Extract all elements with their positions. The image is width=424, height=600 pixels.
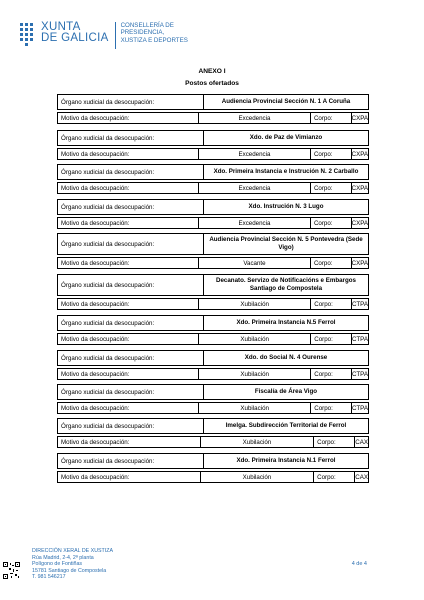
corpo-label: Corpo: (311, 183, 352, 193)
corpo-value: CAX (355, 438, 368, 446)
organ-row (57, 199, 369, 215)
annex-title: ANEXO I (198, 68, 226, 75)
motivo-value: Xubilación (199, 403, 311, 413)
motivo-label: Motivo da desocupación: (58, 472, 201, 482)
organ-value: Xdo. Primeira Instancia N.1 Ferrol (236, 457, 336, 464)
motivo-row (57, 368, 369, 380)
motivo-value: Vacante (199, 258, 311, 268)
motivo-value: Excedencia (199, 113, 311, 123)
organ-label: Órgano xudicial da desocupación: (58, 454, 204, 468)
header-divider (115, 22, 116, 49)
post-block (57, 199, 369, 229)
corpo-label: Corpo: (314, 437, 355, 447)
footer-line-5: T. 981 546217 (32, 574, 66, 581)
organ-label: Órgano xudicial da desocupación: (58, 131, 204, 145)
post-block (57, 164, 369, 194)
brand-line-2: DE GALICIA (41, 32, 109, 44)
corpo-label: Corpo: (311, 258, 352, 268)
organ-label: Órgano xudicial da desocupación: (58, 95, 204, 109)
footer-line-1: DIRECCIÓN XERAL DE XUSTIZA (32, 548, 114, 554)
organ-label: Órgano xudicial da desocupación: (58, 385, 204, 399)
motivo-label: Motivo da desocupación: (58, 437, 201, 447)
post-block (57, 274, 369, 310)
motivo-value: Xubilación (201, 472, 314, 482)
organ-row (57, 164, 369, 180)
post-block (57, 94, 369, 124)
motivo-value: Excedencia (199, 183, 311, 193)
post-block (57, 130, 369, 160)
organ-row (57, 233, 369, 255)
organ-value: Audiencia Provincial Sección N. 5 Pontevedra (Sede Vigo) (209, 236, 363, 251)
motivo-label: Motivo da desocupación: (58, 299, 199, 309)
dept-line-3: XUSTIZA E DEPORTES (120, 36, 188, 44)
organ-row (57, 350, 369, 366)
post-block (57, 315, 369, 345)
corpo-label: Corpo: (311, 369, 352, 379)
motivo-label: Motivo da desocupación: (58, 113, 199, 123)
organ-value: Fiscalía de Área Vigo (254, 388, 318, 395)
corpo-label: Corpo: (311, 334, 352, 344)
corpo-label: Corpo: (311, 218, 352, 228)
post-block (57, 384, 369, 414)
motivo-value: Xubilación (201, 437, 314, 447)
motivo-row (57, 471, 369, 483)
organ-value: Xdo. de Paz de Vimianzo (249, 134, 323, 141)
post-block (57, 418, 369, 448)
motivo-row (57, 217, 369, 229)
department-name (121, 22, 188, 44)
organ-row (57, 418, 369, 434)
motivo-label: Motivo da desocupación: (58, 403, 199, 413)
organ-value: Imelga. Subdirección Territorial de Ferrol (225, 422, 347, 429)
motivo-value: Excedencia (199, 218, 311, 228)
organ-row (57, 384, 369, 400)
corpo-value: CXPA (351, 114, 368, 122)
motivo-label: Motivo da desocupación: (58, 183, 199, 193)
corpo-value: CTPA (351, 300, 368, 308)
organ-row (57, 94, 369, 110)
motivo-label: Motivo da desocupación: (58, 218, 199, 228)
xunta-logo-icon (19, 22, 35, 48)
dept-line-2: PRESIDENCIA, (120, 29, 165, 37)
corpo-label: Corpo: (314, 472, 355, 482)
motivo-row (57, 257, 369, 269)
corpo-label: Corpo: (311, 149, 352, 159)
motivo-label: Motivo da desocupación: (58, 258, 199, 268)
corpo-value: CTPA (351, 404, 368, 412)
motivo-row (57, 333, 369, 345)
motivo-label: Motivo da desocupación: (58, 149, 199, 159)
motivo-value: Excedencia (199, 149, 311, 159)
corpo-value: CXPA (351, 184, 368, 192)
corpo-label: Corpo: (311, 403, 352, 413)
corpo-value: CTPA (351, 370, 368, 378)
post-block (57, 453, 369, 483)
corpo-value: CXPA (351, 150, 368, 158)
motivo-row (57, 182, 369, 194)
motivo-row (57, 402, 369, 414)
organ-label: Órgano xudicial da desocupación: (58, 200, 204, 214)
motivo-label: Motivo da desocupación: (58, 369, 199, 379)
organ-value: Xdo. Primeira Instancia e Instrución N. 2 Carballo (213, 168, 359, 175)
page-header (19, 22, 188, 52)
annex-subtitle: Postos ofertados (185, 80, 239, 87)
motivo-value: Xubilación (199, 299, 311, 309)
motivo-value: Xubilación (199, 369, 311, 379)
motivo-row (57, 112, 369, 124)
brand-line-1: XUNTA (41, 21, 81, 33)
page-number: 4 de 4 (351, 561, 367, 567)
brand-name (41, 22, 109, 44)
motivo-row (57, 436, 369, 448)
corpo-value: CTPA (351, 335, 368, 343)
corpo-value: CXPA (351, 219, 368, 227)
organ-label: Órgano xudicial da desocupación: (58, 234, 204, 254)
post-block (57, 233, 369, 269)
organ-row (57, 130, 369, 146)
organ-value: Xdo. Instrución N. 3 Lugo (248, 203, 324, 210)
organ-value: Xdo. do Social N. 4 Ourense (244, 354, 328, 361)
organ-row (57, 453, 369, 469)
corpo-label: Corpo: (311, 299, 352, 309)
motivo-row (57, 298, 369, 310)
footer-line-2: Rúa Madrid, 2-4, 2ª planta (32, 554, 94, 561)
corpo-value: CXPA (351, 259, 368, 267)
footer-line-3: Polígono de Fontiñas (32, 561, 83, 568)
organ-label: Órgano xudicial da desocupación: (58, 316, 204, 330)
organ-row (57, 274, 369, 296)
organ-value: Audiencia Provincial Sección N. 1 A Coruña (221, 98, 351, 105)
dept-line-1: CONSELLERÍA DE (120, 22, 174, 29)
motivo-value: Xubilación (199, 334, 311, 344)
footer-line-4: 15781 Santiago de Compostela (32, 567, 107, 574)
organ-label: Órgano xudicial da desocupación: (58, 275, 204, 295)
organ-value: Decanato. Servizo de Notificacións e Embargos Santiago de Compostela (216, 277, 356, 292)
motivo-label: Motivo da desocupación: (58, 334, 199, 344)
organ-label: Órgano xudicial da desocupación: (58, 165, 204, 179)
organ-label: Órgano xudicial da desocupación: (58, 419, 204, 433)
post-block (57, 350, 369, 380)
corpo-value: CAX (355, 473, 368, 481)
footer-address (32, 548, 113, 581)
organ-value: Xdo. Primeira Instancia N.5 Ferrol (236, 319, 336, 326)
organ-row (57, 315, 369, 331)
corpo-label: Corpo: (311, 113, 352, 123)
qr-code-icon (3, 562, 20, 579)
organ-label: Órgano xudicial da desocupación: (58, 351, 204, 365)
motivo-row (57, 148, 369, 160)
